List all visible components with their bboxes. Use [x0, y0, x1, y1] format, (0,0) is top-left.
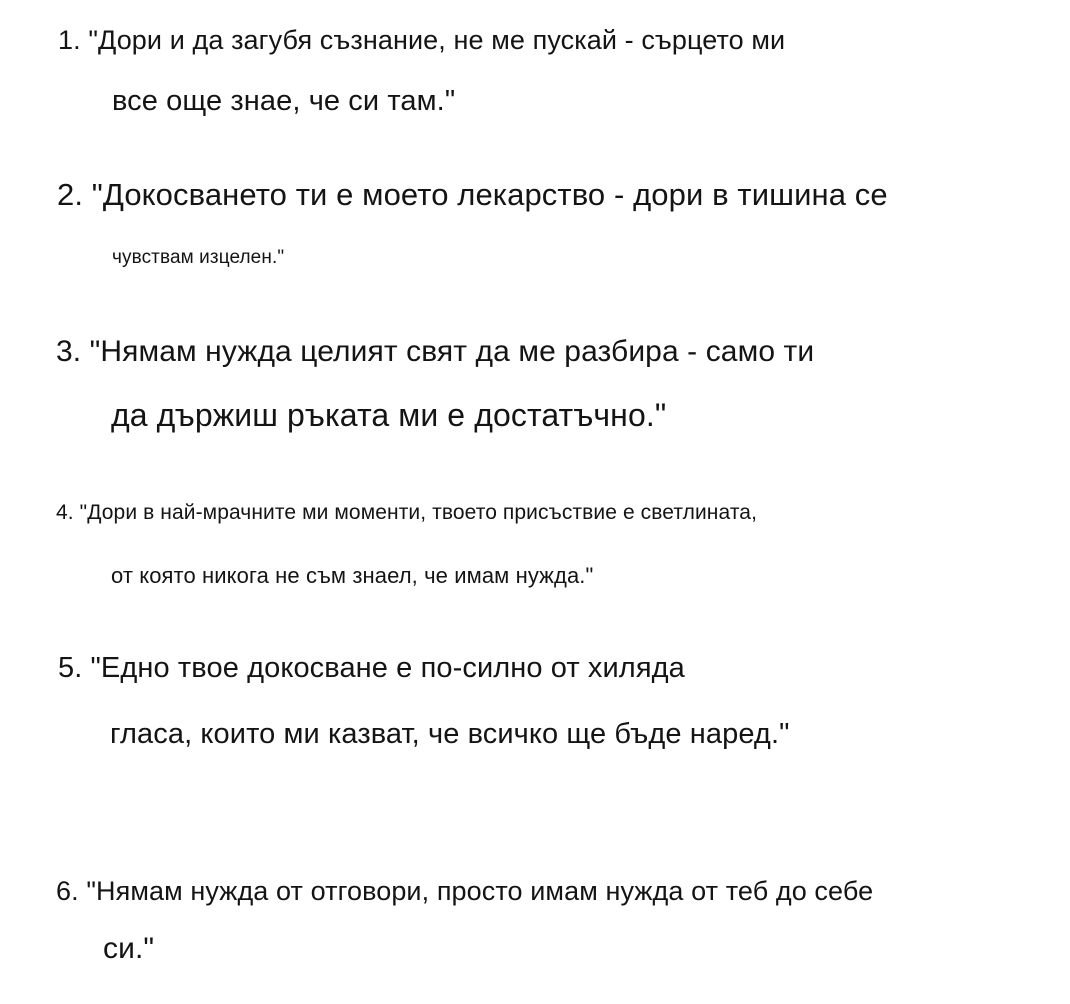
quote-text-line: 3. "Нямам нужда целият свят да ме разбира - само ти [56, 335, 815, 368]
quote-text-line: си." [103, 932, 155, 965]
quote-text-line: от която никога не съм знаел, че имам нужда." [111, 563, 594, 588]
quote-text-line: гласа, които ми казват, че всичко ще бъде наред." [110, 718, 790, 750]
quote-text-line: 2. "Докосването ти е моето лекарство - дори в тишина се [57, 177, 888, 212]
quote-text-line: 1. "Дори и да загубя съзнание, не ме пускай - сърцето ми [58, 25, 786, 55]
quote-text-line: чувствам изцелен." [112, 247, 285, 268]
quote-text-line: 5. "Едно твое докосване е по-силно от хиляда [58, 652, 685, 684]
quote-text-line: 6. "Нямам нужда от отговори, просто имам нужда от теб до себе [56, 876, 874, 906]
quote-text-line: да държиш ръката ми е достатъчно." [111, 397, 667, 433]
quote-text-line: все още знае, че си там." [112, 85, 456, 117]
quote-text-line: 4. "Дори в най-мрачните ми моменти, твоето присъствие е светлината, [56, 501, 758, 524]
